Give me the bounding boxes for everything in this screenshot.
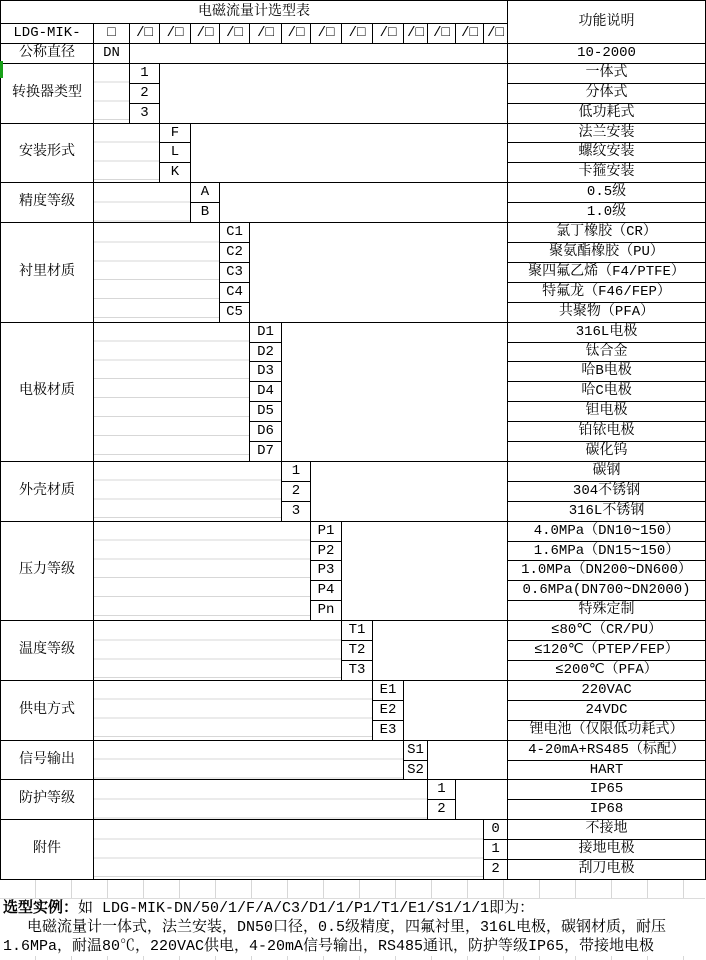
- code-box-cell: /□: [282, 24, 311, 44]
- code-box-cell: /□: [456, 24, 484, 44]
- example-lead: 选型实例：: [3, 899, 79, 917]
- option-code: D7: [250, 442, 282, 462]
- category-label: 衬里材质: [1, 223, 94, 323]
- option-code: C4: [220, 282, 250, 302]
- filler-cell: [282, 322, 508, 461]
- option-code: C2: [220, 242, 250, 262]
- filler-cell: [373, 621, 508, 681]
- model-prefix-cell: LDG-MIK-: [1, 24, 94, 44]
- option-code: S2: [404, 760, 428, 780]
- green-marker: [0, 61, 3, 78]
- category-label: 精度等级: [1, 183, 94, 223]
- option-code: Pn: [311, 601, 342, 621]
- option-desc: 哈B电极: [508, 362, 706, 382]
- option-code: D6: [250, 422, 282, 442]
- example-body-line: 1.6MPa，耐温80℃，220VAC供电，4-20mA信号输出，RS485通讯，防护等级IP65，带接地电极: [3, 937, 655, 955]
- example-heading: [0, 899, 705, 918]
- option-code: 2: [428, 800, 456, 820]
- option-desc: 锂电池（仅限低功耗式）: [508, 720, 706, 740]
- option-code: L: [160, 143, 191, 163]
- option-code: D2: [250, 342, 282, 362]
- option-code: 2: [484, 860, 508, 880]
- option-code: 2: [130, 83, 160, 103]
- spreadsheet-grid-band: [0, 880, 705, 899]
- filler-cell: [94, 820, 484, 880]
- option-code: 1: [484, 840, 508, 860]
- option-desc: 碳钢: [508, 461, 706, 481]
- filler-cell: [342, 521, 508, 621]
- code-box-cell: /□: [220, 24, 250, 44]
- option-desc: 316L不锈钢: [508, 501, 706, 521]
- table-title: 电磁流量计选型表: [1, 1, 508, 24]
- category-label: 附件: [1, 820, 94, 880]
- option-desc: 法兰安装: [508, 123, 706, 143]
- option-code: P3: [311, 561, 342, 581]
- option-code: D3: [250, 362, 282, 382]
- code-box-cell: /□: [311, 24, 342, 44]
- option-desc: 分体式: [508, 83, 706, 103]
- option-desc: 低功耗式: [508, 103, 706, 123]
- option-code: D4: [250, 382, 282, 402]
- option-code: 2: [282, 481, 311, 501]
- option-code: T3: [342, 661, 373, 681]
- category-label: 外壳材质: [1, 461, 94, 521]
- option-desc: 特殊定制: [508, 601, 706, 621]
- option-code: S1: [404, 740, 428, 760]
- filler-cell: [130, 43, 508, 63]
- spreadsheet-grid-band: [0, 956, 705, 960]
- option-code: P2: [311, 541, 342, 561]
- option-desc: 刮刀电极: [508, 860, 706, 880]
- category-label: 公称直径: [1, 43, 94, 63]
- filler-cell: [94, 63, 130, 123]
- option-code: C3: [220, 262, 250, 282]
- option-desc: 1.6MPa（DN15~150）: [508, 541, 706, 561]
- option-desc: 1.0级: [508, 203, 706, 223]
- function-desc-header: 功能说明: [508, 1, 706, 44]
- option-code: 1: [130, 63, 160, 83]
- filler-cell: [191, 123, 508, 183]
- option-desc: 4.0MPa（DN10~150）: [508, 521, 706, 541]
- option-desc: 钛合金: [508, 342, 706, 362]
- category-label: 温度等级: [1, 621, 94, 681]
- filler-cell: [404, 680, 508, 740]
- option-desc: HART: [508, 760, 706, 780]
- option-desc: 钽电极: [508, 402, 706, 422]
- code-box-cell: /□: [373, 24, 404, 44]
- option-code: E1: [373, 680, 404, 700]
- code-box-cell: /□: [428, 24, 456, 44]
- filler-cell: [160, 63, 508, 123]
- option-desc: 24VDC: [508, 700, 706, 720]
- code-box-cell: /□: [130, 24, 160, 44]
- category-label: 信号输出: [1, 740, 94, 780]
- code-box-cell: /□: [250, 24, 282, 44]
- option-desc: ≤200℃（PFA）: [508, 661, 706, 681]
- option-code: C5: [220, 302, 250, 322]
- option-desc: 不接地: [508, 820, 706, 840]
- option-desc: 一体式: [508, 63, 706, 83]
- option-code: 1: [282, 461, 311, 481]
- category-label: 防护等级: [1, 780, 94, 820]
- code-box-cell: /□: [484, 24, 508, 44]
- category-label: 压力等级: [1, 521, 94, 621]
- code-box-cell: □: [94, 24, 130, 44]
- filler-cell: [94, 680, 373, 740]
- option-code: K: [160, 163, 191, 183]
- category-label: 供电方式: [1, 680, 94, 740]
- option-code: D1: [250, 322, 282, 342]
- option-desc: 聚四氟乙烯（F4/PTFE）: [508, 262, 706, 282]
- filler-cell: [94, 521, 311, 621]
- filler-cell: [94, 780, 428, 820]
- option-code: A: [191, 183, 220, 203]
- code-box-cell: /□: [404, 24, 428, 44]
- filler-cell: [311, 461, 508, 521]
- option-code: E2: [373, 700, 404, 720]
- option-desc: 氯丁橡胶（CR）: [508, 223, 706, 243]
- option-desc: 聚氨酯橡胶（PU）: [508, 242, 706, 262]
- filler-cell: [428, 740, 508, 780]
- code-box-cell: /□: [191, 24, 220, 44]
- filler-cell: [94, 461, 282, 521]
- option-code: DN: [94, 43, 130, 63]
- option-desc: ≤80℃（CR/PU）: [508, 621, 706, 641]
- option-desc: 304不锈钢: [508, 481, 706, 501]
- code-box-cell: /□: [342, 24, 373, 44]
- code-box-cell: /□: [160, 24, 191, 44]
- category-label: 转换器类型: [1, 63, 94, 123]
- option-desc: 接地电极: [508, 840, 706, 860]
- option-code: T1: [342, 621, 373, 641]
- option-desc: 卡箍安装: [508, 163, 706, 183]
- option-desc: 共聚物（PFA）: [508, 302, 706, 322]
- filler-cell: [94, 123, 160, 183]
- category-label: 电极材质: [1, 322, 94, 461]
- filler-cell: [94, 621, 342, 681]
- category-label: 安装形式: [1, 123, 94, 183]
- option-code: F: [160, 123, 191, 143]
- option-code: P4: [311, 581, 342, 601]
- filler-cell: [94, 322, 250, 461]
- option-code: C1: [220, 223, 250, 243]
- option-desc: 铂铱电极: [508, 422, 706, 442]
- filler-cell: [220, 183, 508, 223]
- option-code: E3: [373, 720, 404, 740]
- option-code: 1: [428, 780, 456, 800]
- option-code: D5: [250, 402, 282, 422]
- option-desc: 316L电极: [508, 322, 706, 342]
- filler-cell: [456, 780, 508, 820]
- option-desc: 0.6MPa(DN700~DN2000): [508, 581, 706, 601]
- option-desc: IP65: [508, 780, 706, 800]
- filler-cell: [250, 223, 508, 323]
- option-code: P1: [311, 521, 342, 541]
- option-desc: 10-2000: [508, 43, 706, 63]
- option-code: 3: [130, 103, 160, 123]
- option-code: T2: [342, 641, 373, 661]
- option-code: 0: [484, 820, 508, 840]
- option-desc: 4-20mA+RS485（标配）: [508, 740, 706, 760]
- option-desc: IP68: [508, 800, 706, 820]
- option-code: B: [191, 203, 220, 223]
- example-model-string: 如 LDG-MIK-DN/50/1/F/A/C3/D1/1/P1/T1/E1/S1/1/1即为：: [78, 899, 535, 917]
- option-code: 3: [282, 501, 311, 521]
- filler-cell: [94, 183, 191, 223]
- option-desc: 哈C电极: [508, 382, 706, 402]
- option-desc: 碳化钨: [508, 442, 706, 462]
- example-section: [0, 899, 705, 956]
- option-desc: 特氟龙（F46/FEP）: [508, 282, 706, 302]
- option-desc: 螺纹安装: [508, 143, 706, 163]
- example-body-line: 电磁流量计一体式，法兰安装，DN50口径，0.5级精度，四氟衬里，316L电极，碳钢材质，耐压: [3, 918, 667, 936]
- option-desc: ≤120℃（PTEP/FEP）: [508, 641, 706, 661]
- option-desc: 220VAC: [508, 680, 706, 700]
- filler-cell: [94, 740, 404, 780]
- filler-cell: [94, 223, 220, 323]
- option-desc: 1.0MPa（DN200~DN600）: [508, 561, 706, 581]
- option-desc: 0.5级: [508, 183, 706, 203]
